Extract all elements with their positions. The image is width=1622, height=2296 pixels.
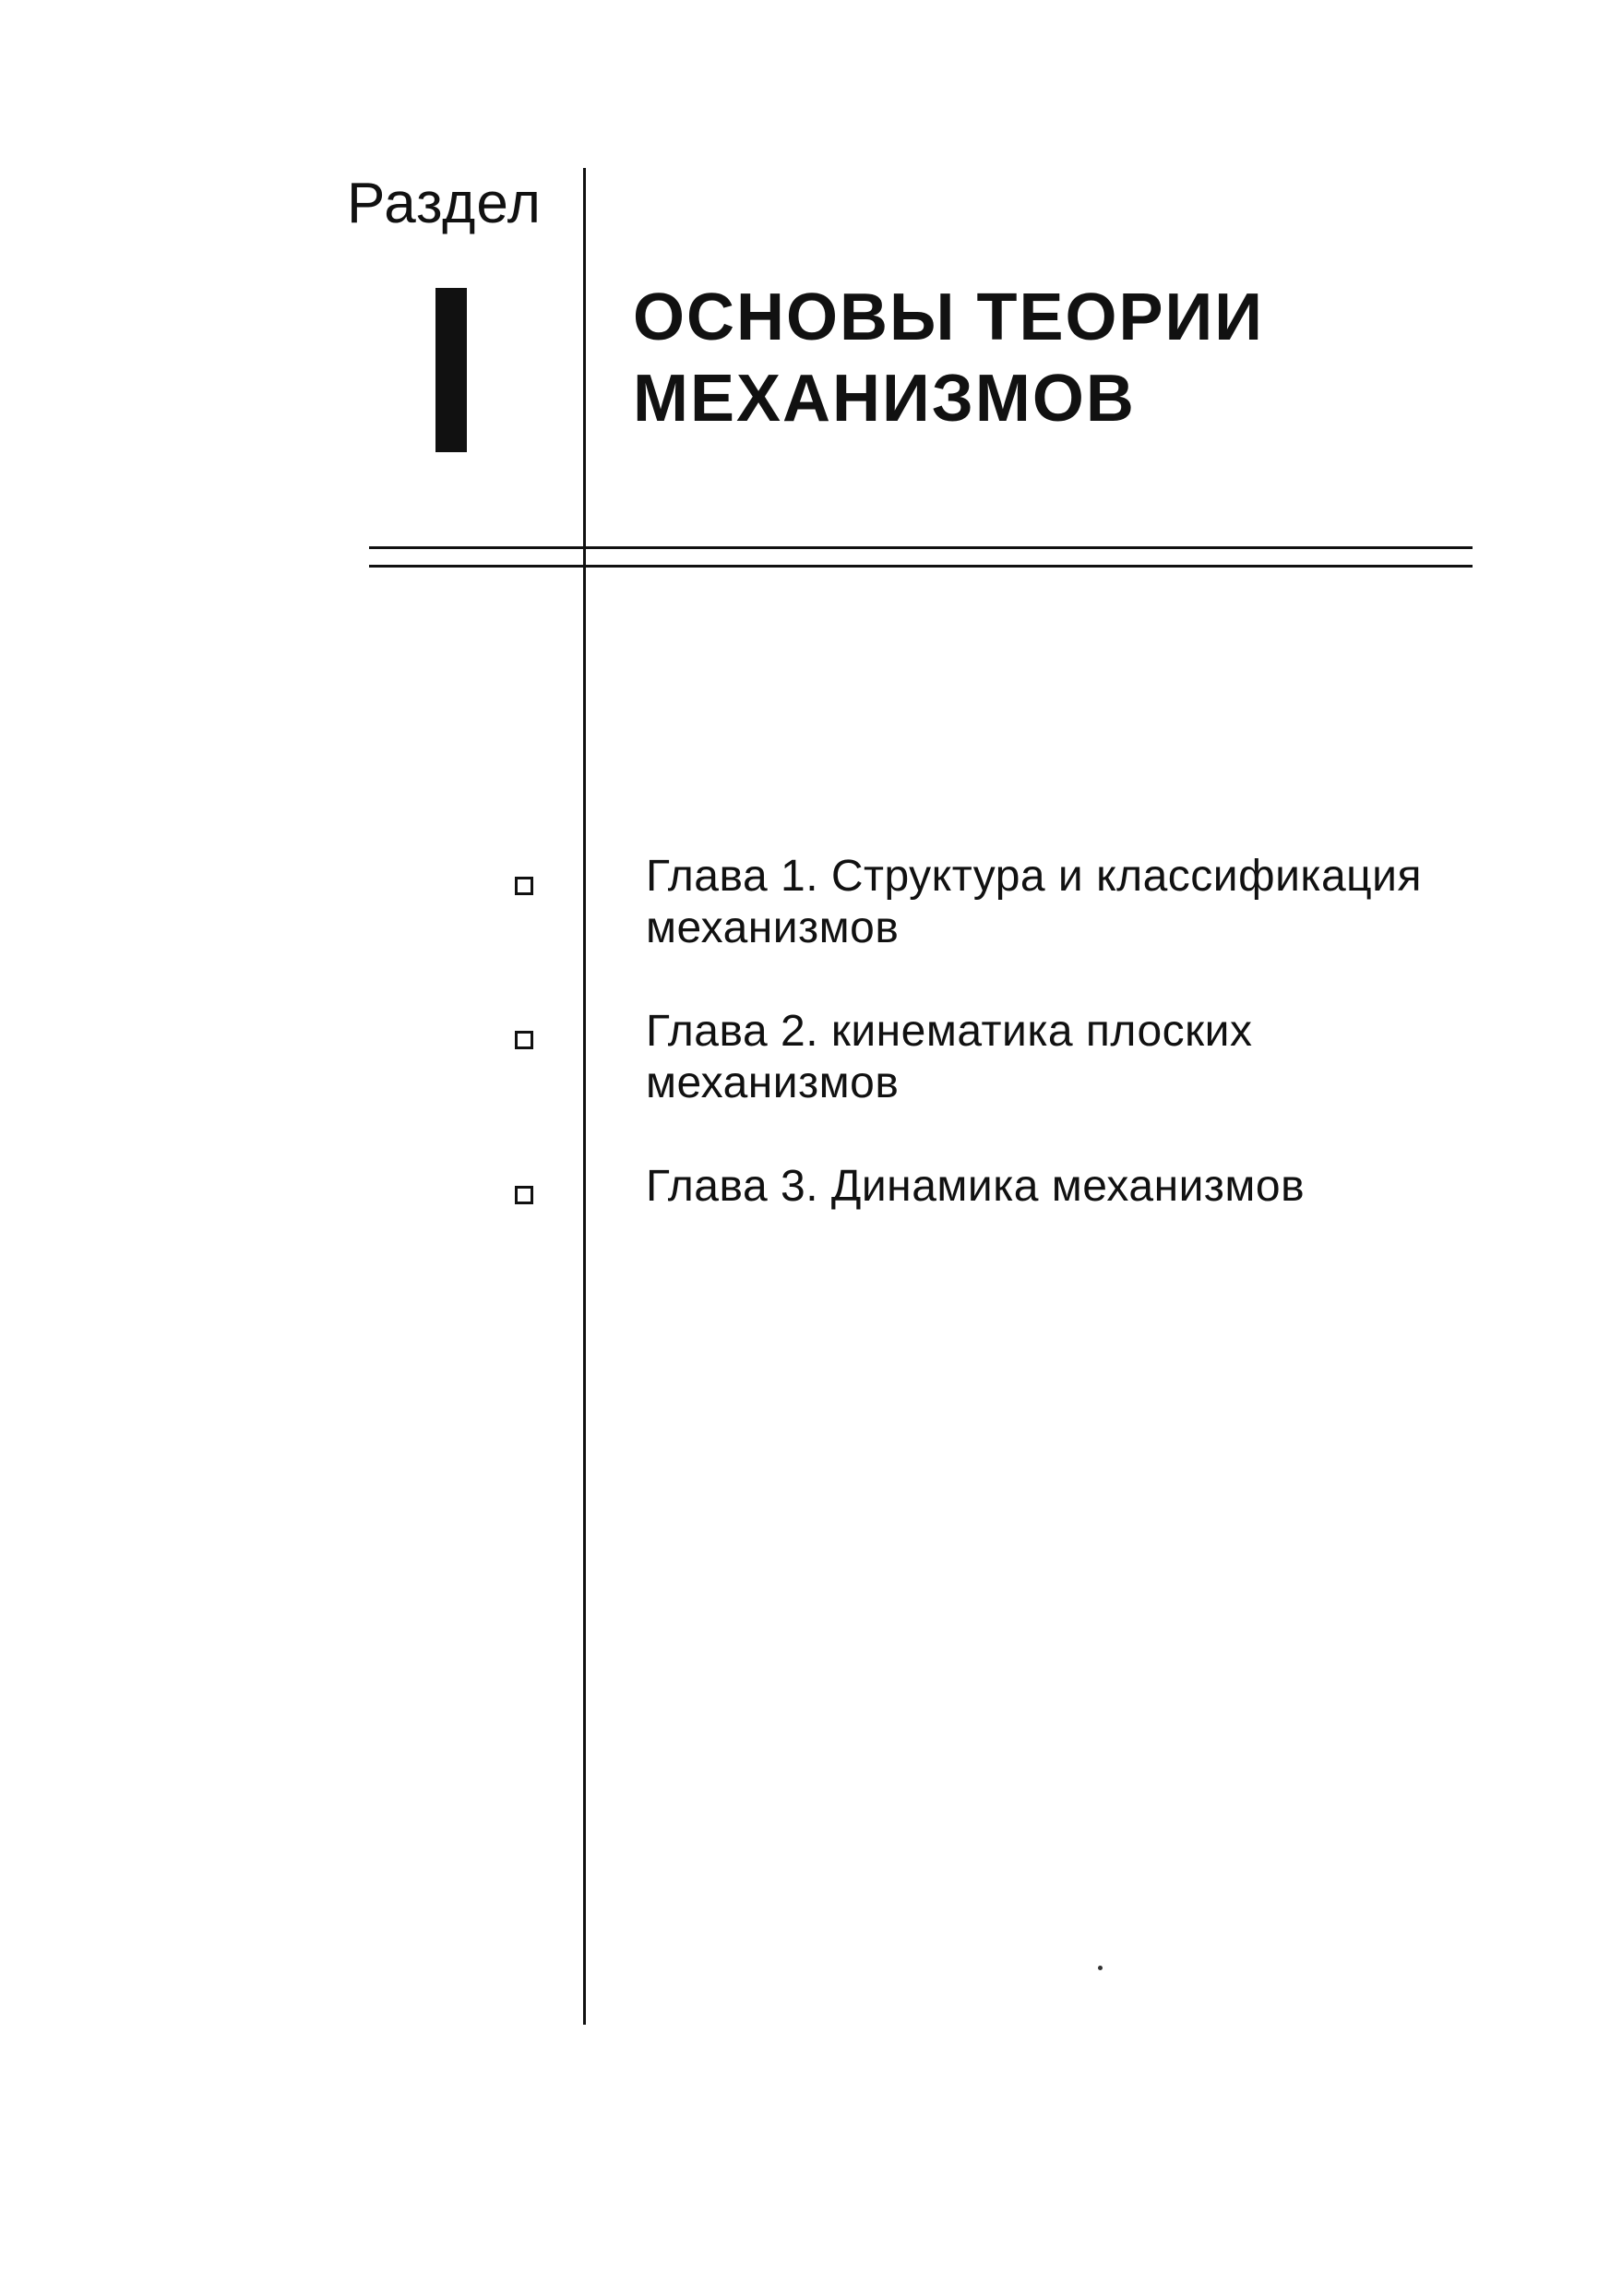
horizontal-rule-bottom [369,565,1473,568]
section-title-line-1: ОСНОВЫ ТЕОРИИ [633,281,1265,354]
toc-item-line-1: Глава 1. Структура и классификация [646,852,1422,901]
toc-item-text [646,851,1495,954]
toc-item-line-1: Глава 2. кинематика плоских [646,1007,1253,1056]
vertical-divider [583,168,586,2025]
horizontal-rule-top [369,546,1473,549]
square-bullet-icon [515,1186,533,1204]
square-bullet-icon [515,1031,533,1049]
section-title [633,277,1264,439]
toc-item-line-1: Глава 3. Динамика механизмов [646,1162,1306,1211]
stray-dot [1098,1966,1103,1970]
toc-item-text [646,1006,1495,1109]
section-title-line-2: МЕХАНИЗМОВ [633,362,1136,436]
section-label: Раздел [347,172,542,235]
square-bullet-icon [515,877,533,895]
toc-item-text [646,1161,1495,1213]
toc-item-line-2: механизмов [646,1058,900,1107]
section-numeral-bar [435,288,467,452]
toc-item-line-2: механизмов [646,903,900,952]
